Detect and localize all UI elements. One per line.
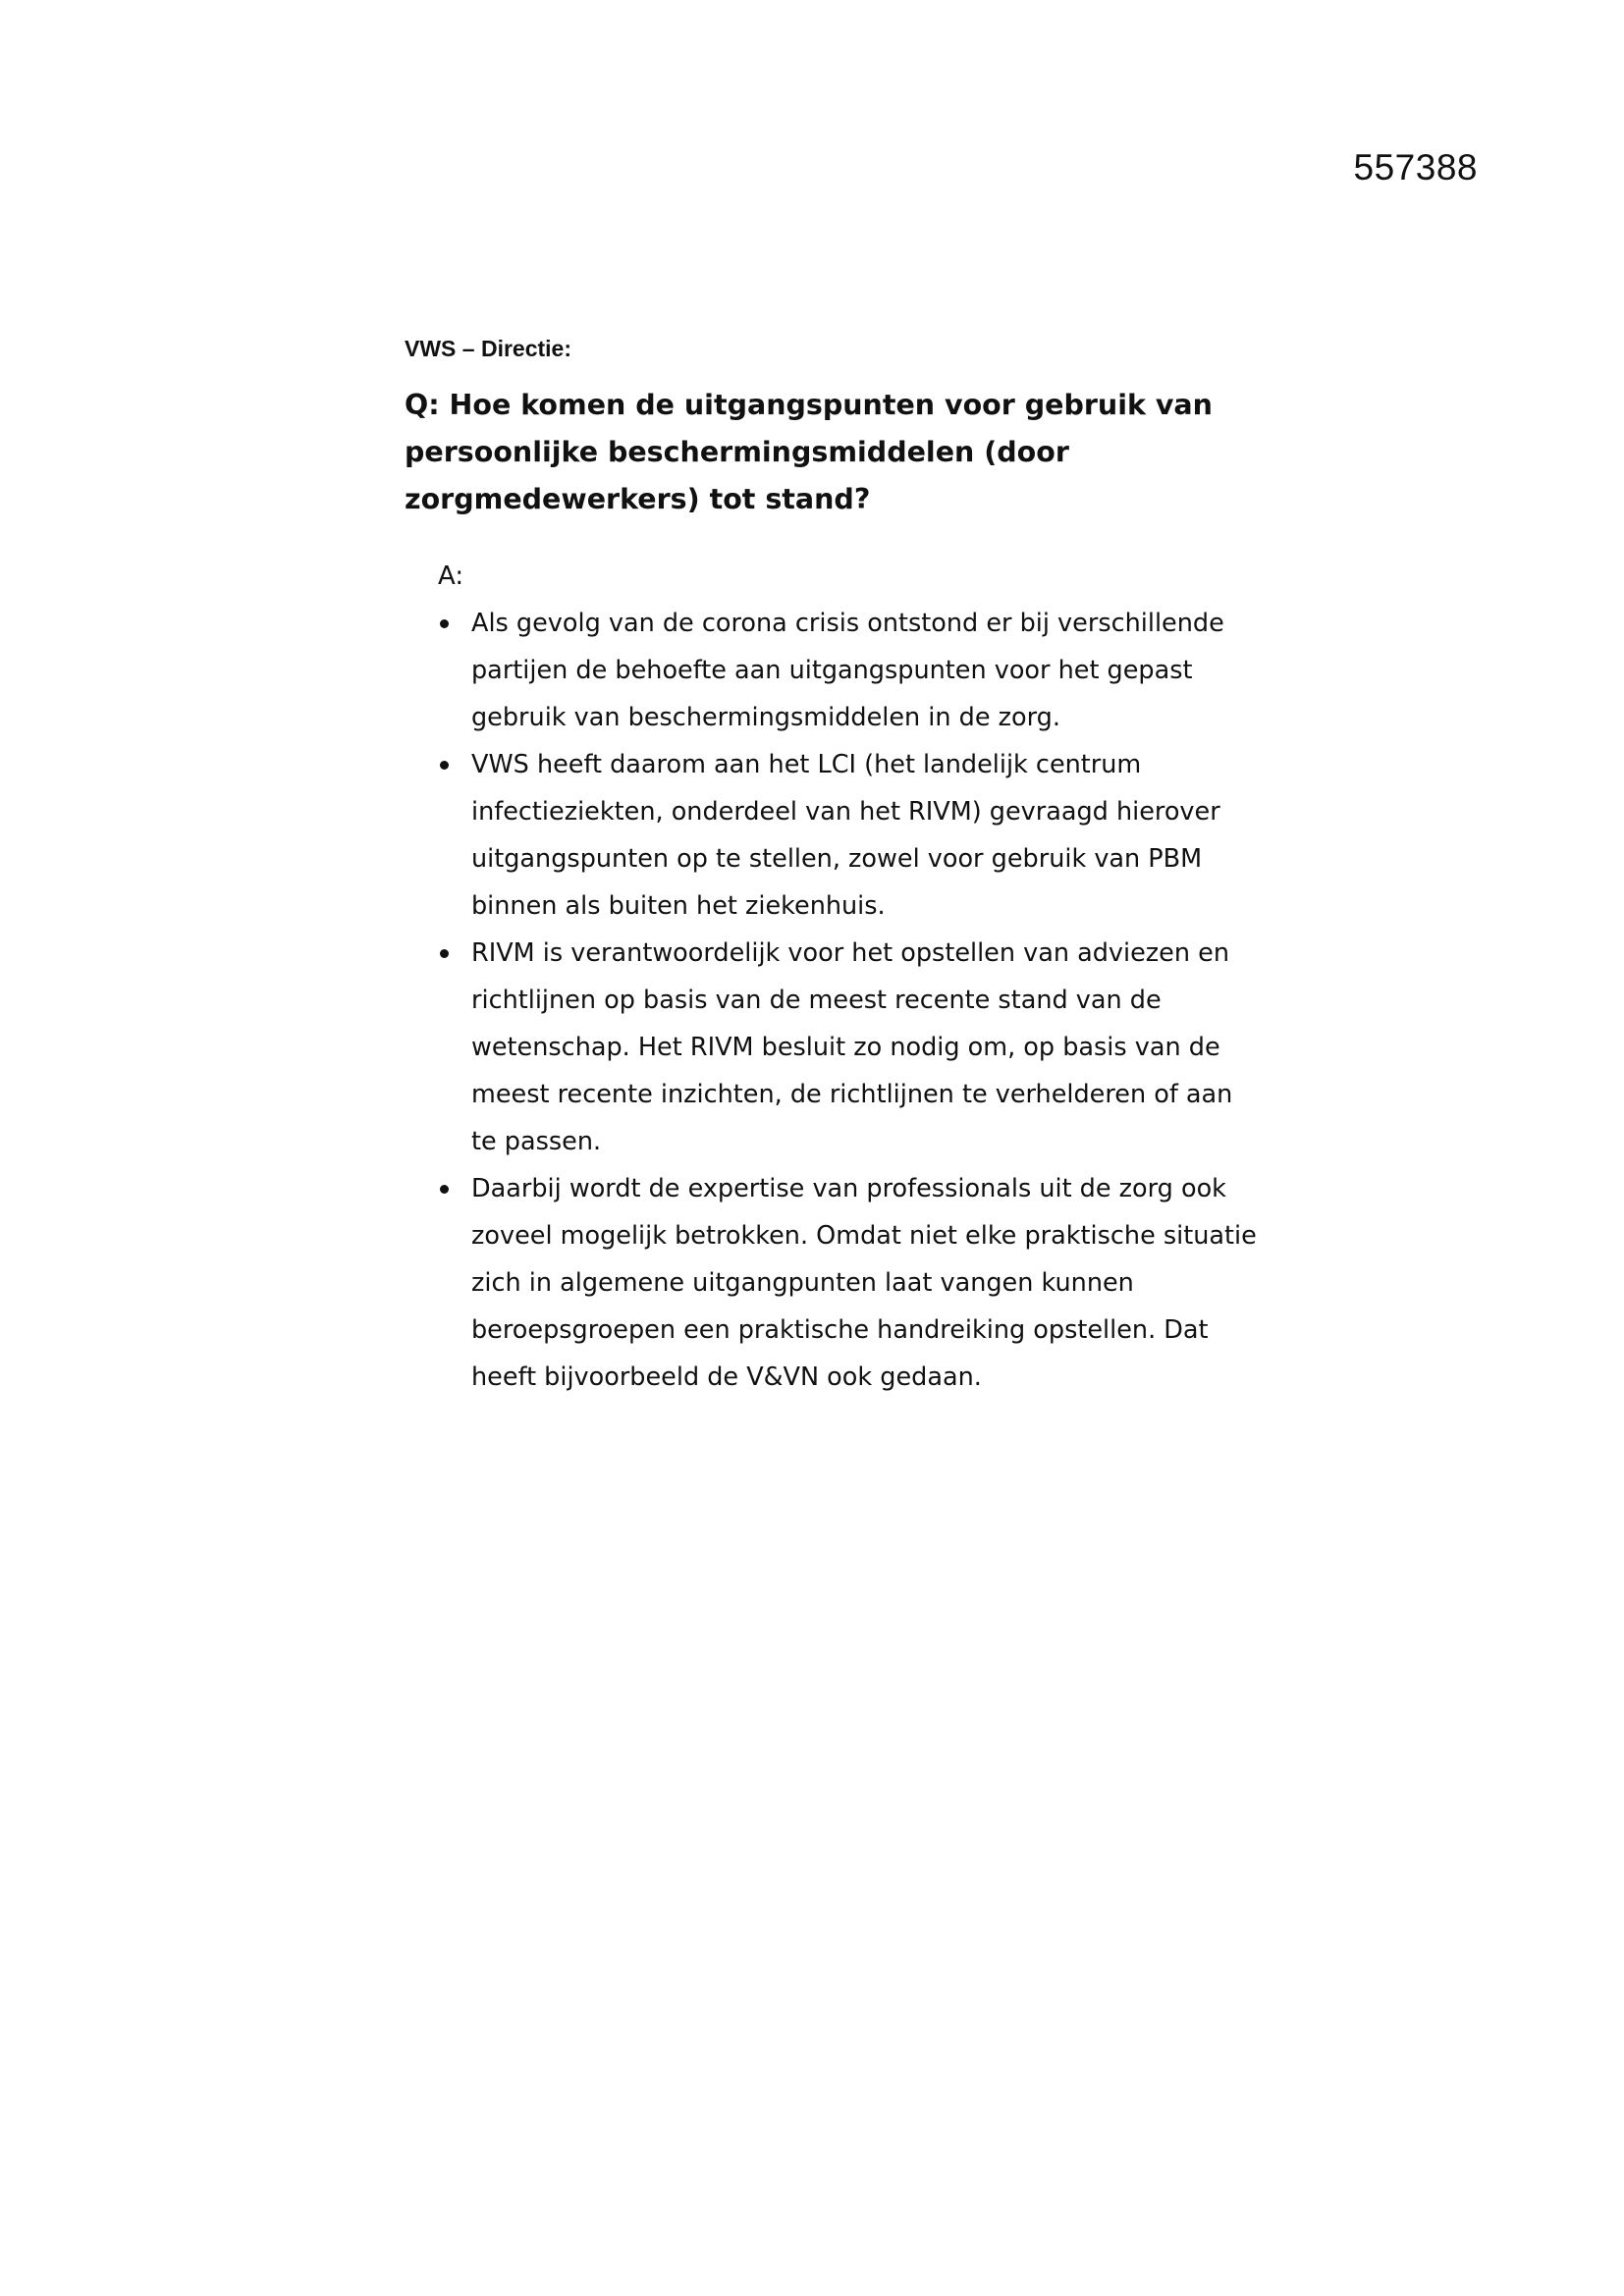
document-number: 557388 bbox=[1353, 147, 1478, 187]
answer-label: A: bbox=[438, 561, 464, 591]
document-body bbox=[405, 336, 1269, 1401]
list-item-text: VWS heeft daarom aan het LCI (het landelijk centrum infectieziekten, onderdeel van het RIVM) gevraagd hierover uitgangspunten op te stellen, zowel voor gebruik van PBM binnen als buiten het ziekenhuis. bbox=[471, 750, 1220, 921]
list-item-text: Daarbij wordt de expertise van professionals uit de zorg ook zoveel mogelijk betrokken. Omdat niet elke praktische situatie zich in algemene uitgangpunten laat vangen kunnen beroepsgroepen een praktische handreiking opstellen. Dat heeft bijvoorbeeld de V&VN ook gedaan. bbox=[471, 1174, 1257, 1392]
list-item bbox=[438, 741, 1257, 930]
list-item-text: RIVM is verantwoordelijk voor het opstellen van adviezen en richtlijnen op basis van de meest recente stand van de wetenschap. Het RIVM besluit zo nodig om, op basis van de meest recente inzichten, de richtlijnen te verhelderen of aan te passen. bbox=[471, 938, 1233, 1156]
list-item bbox=[438, 1165, 1257, 1401]
list-item-text: Als gevolg van de corona crisis ontstond er bij verschillende partijen de behoefte aan uitgangspunten voor het gepast gebruik van beschermingsmiddelen in de zorg. bbox=[471, 609, 1224, 732]
directorate-heading: VWS – Directie: bbox=[405, 336, 571, 361]
bullet-icon bbox=[440, 949, 449, 958]
bullet-icon bbox=[440, 761, 449, 770]
list-item bbox=[438, 930, 1257, 1165]
bullet-icon bbox=[440, 619, 449, 628]
answer-list bbox=[438, 600, 1269, 1401]
bullet-icon bbox=[440, 1185, 449, 1194]
question-text: Q: Hoe komen de uitgangspunten voor gebruik van persoonlijke beschermingsmiddelen (door zorgmedewerkers) tot stand? bbox=[405, 389, 1213, 515]
list-item bbox=[438, 600, 1257, 741]
answer-section bbox=[405, 553, 1269, 1401]
